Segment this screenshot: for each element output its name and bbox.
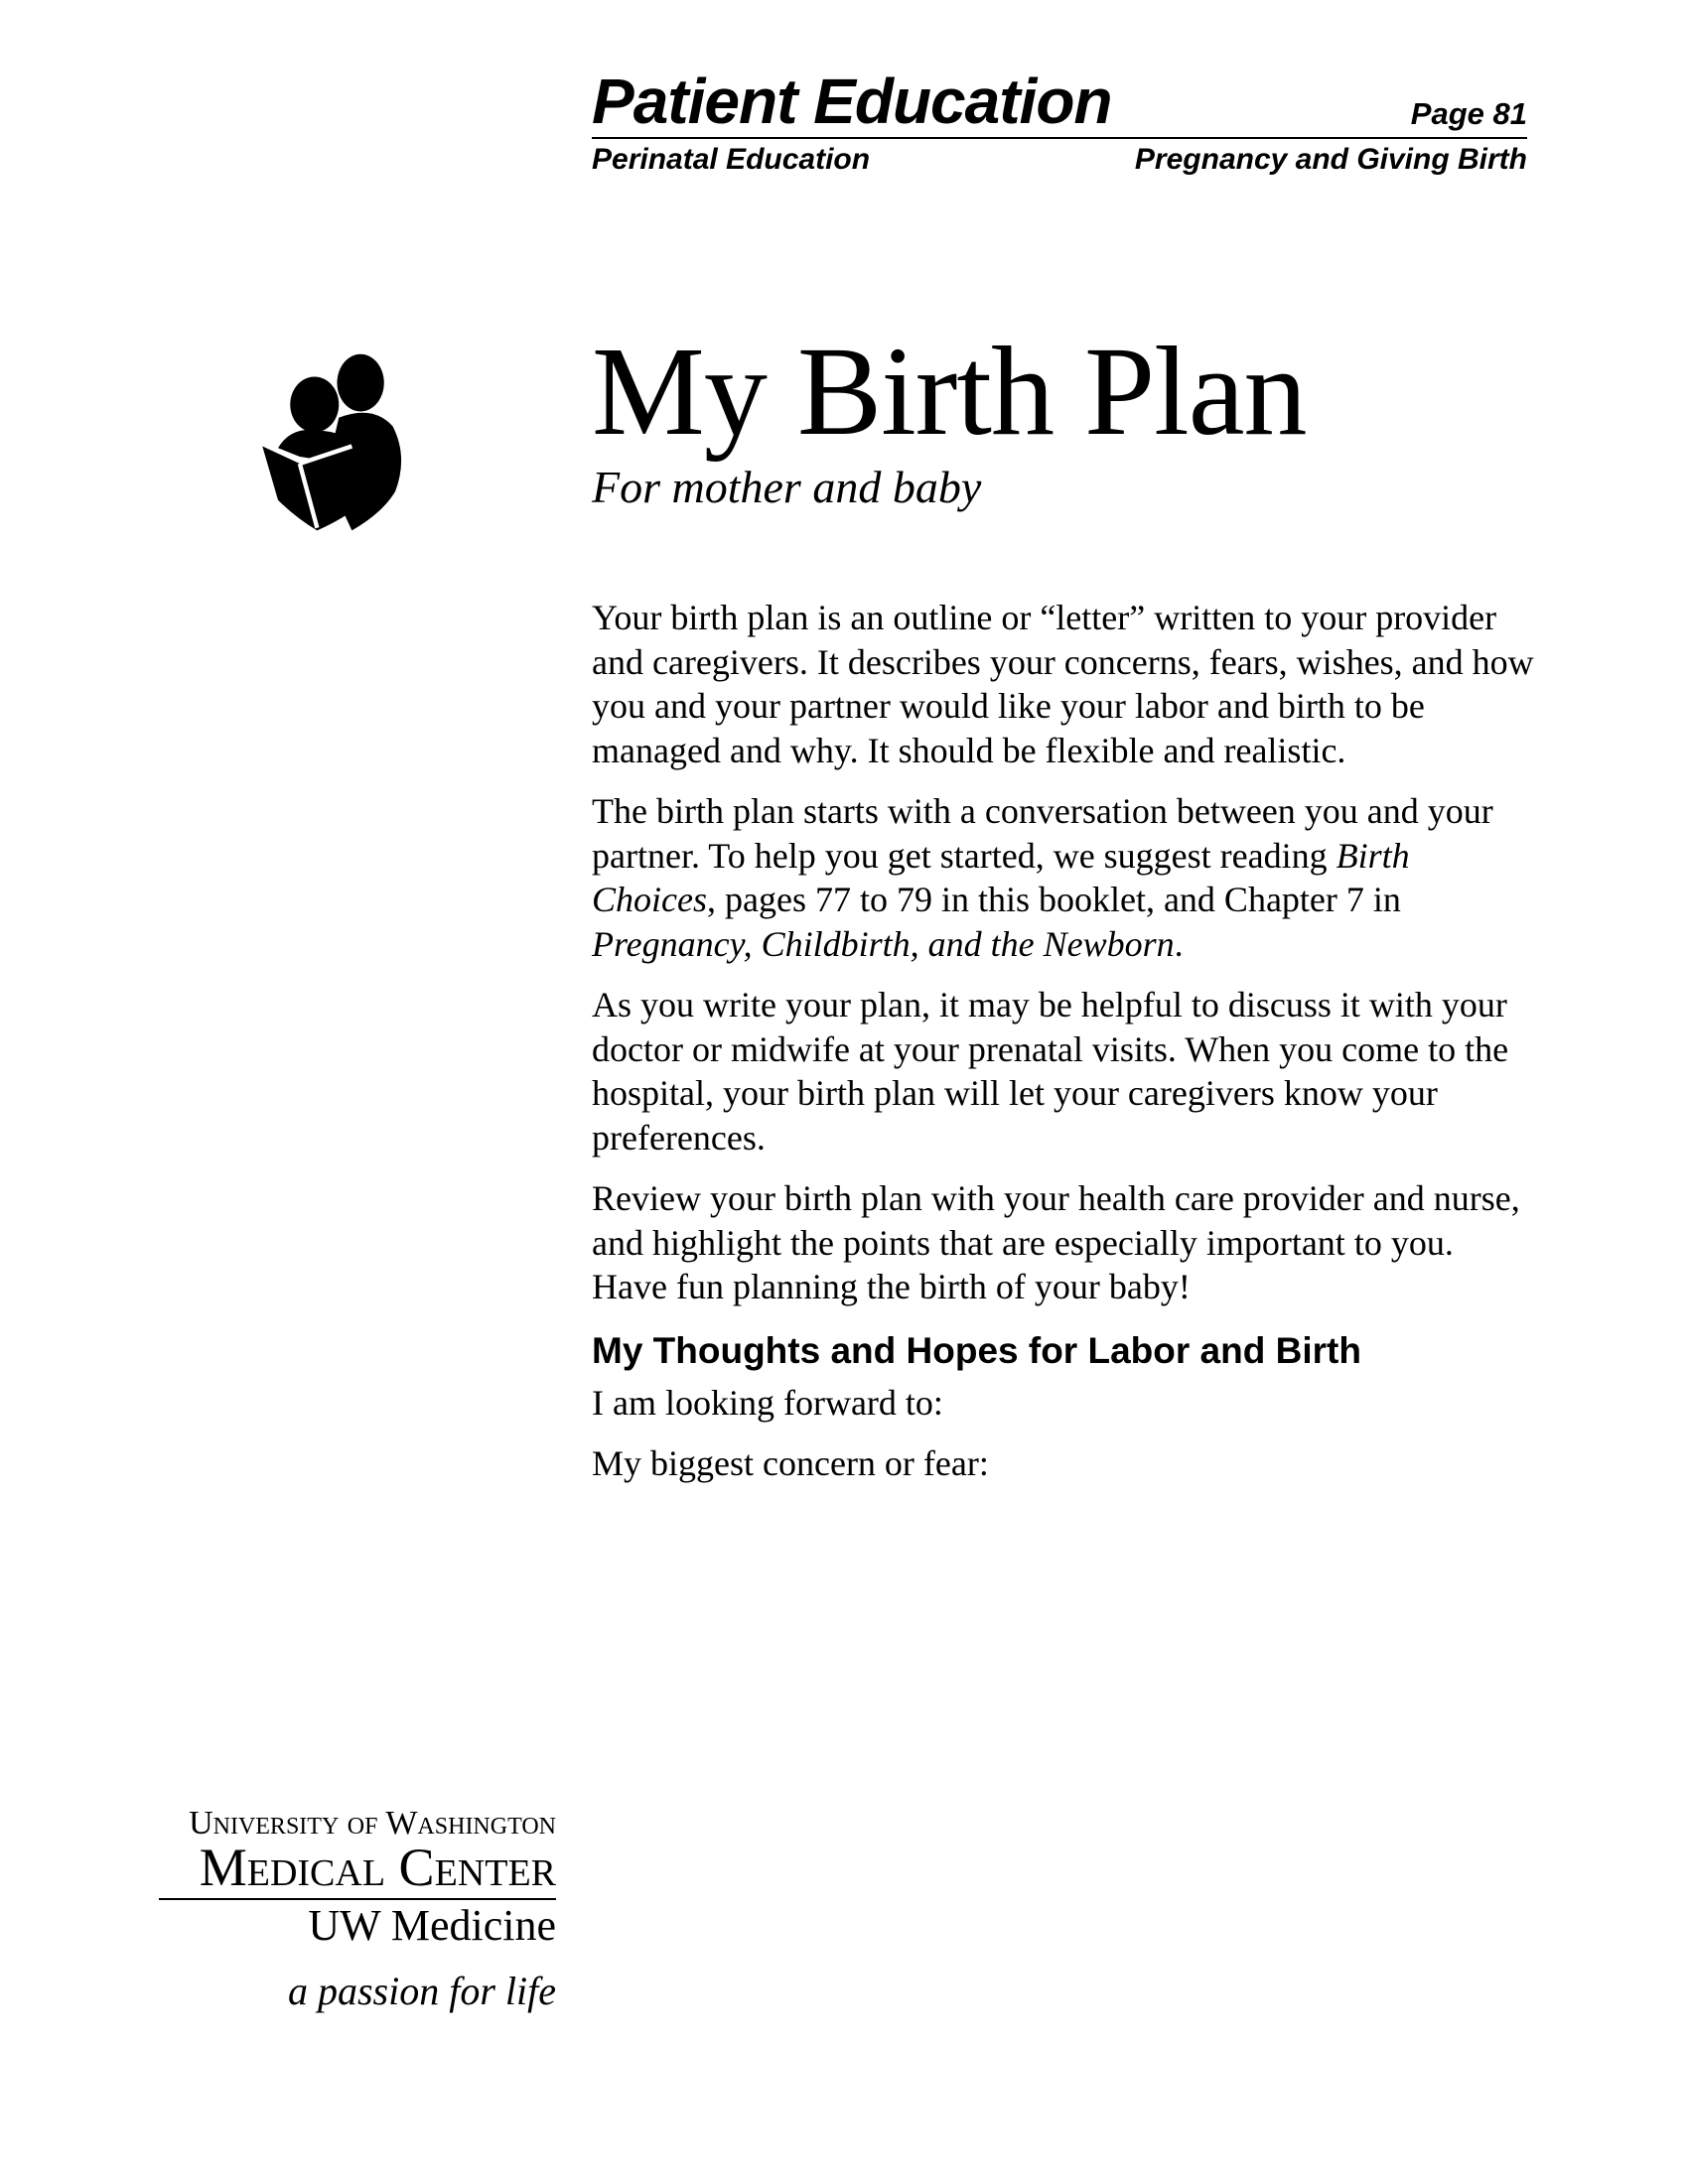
document-title: My Birth Plan: [592, 321, 1307, 462]
text-span: .: [1174, 923, 1184, 964]
uw-medicine-logo: [159, 1807, 556, 2014]
page-number: Page 81: [1410, 96, 1527, 131]
header-title: Patient Education: [592, 66, 1112, 137]
people-reading-icon: [243, 342, 417, 536]
book-title-pregnancy: Pregnancy, Childbirth, and the Newborn: [592, 923, 1175, 964]
logo-tagline: a passion for life: [287, 1969, 556, 2014]
body-text: [592, 596, 1535, 1503]
paragraph-intro: Your birth plan is an outline or “letter” written to your provider and caregivers. It describes your concerns, fears, wishes, and how you and your partner would like your labor and birth to be managed and why. It should be flexible and realistic.: [592, 598, 1534, 770]
section-heading: My Thoughts and Hopes for Labor and Birth: [592, 1329, 1361, 1371]
book-title-birth-choices: Birth Choices: [592, 835, 1410, 919]
paragraph-discuss: As you write your plan, it may be helpful to discuss it with your doctor or midwife at your prenatal visits. When you come to the hospital, your birth plan will let your caregivers know your preferences.: [592, 985, 1509, 1158]
text-span: , pages 77 to 79 in this booklet, and Chapter 7 in: [706, 880, 1401, 919]
header-top-row: [592, 66, 1527, 139]
paragraph-review: Review your birth plan with your health care provider and nurse, and highlight the points that are especially important to you. Have fun planning the birth of your baby!: [592, 1178, 1520, 1306]
header-subtitle-row: [592, 143, 1527, 177]
header-right-subtitle: Pregnancy and Giving Birth: [1134, 143, 1527, 176]
page-header: [592, 66, 1527, 177]
header-left-subtitle: Perinatal Education: [592, 143, 871, 176]
logo-university: University of Washington: [189, 1805, 556, 1842]
paragraph-conversation: [592, 789, 1535, 966]
document-subtitle: For mother and baby: [592, 462, 982, 512]
prompt-looking-forward: I am looking forward to:: [592, 1382, 943, 1423]
prompt-concern: My biggest concern or fear:: [592, 1443, 989, 1484]
logo-uw-medicine: UW Medicine: [308, 1901, 556, 1950]
title-block: [592, 321, 1535, 513]
text-span: The birth plan starts with a conversation between you and your partner. To help you get started, we suggest reading: [592, 791, 1493, 876]
logo-medical-center: Medical Center: [159, 1841, 556, 1900]
